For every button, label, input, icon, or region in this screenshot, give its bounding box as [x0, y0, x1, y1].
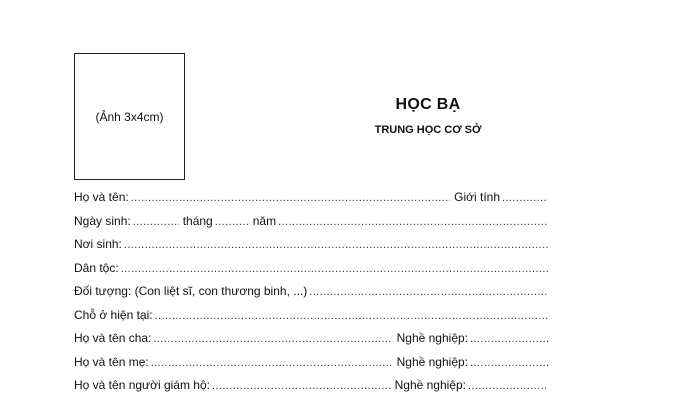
birthplace-field[interactable]	[124, 239, 548, 251]
month-label: tháng	[182, 213, 213, 228]
photo-placeholder	[74, 53, 185, 180]
mother-occupation-field[interactable]	[470, 357, 548, 369]
father-label: Họ và tên cha:	[74, 331, 152, 345]
row-category	[74, 284, 548, 308]
document-title: HỌC BẠ	[395, 96, 461, 113]
guardian-occupation-field[interactable]	[468, 380, 548, 392]
dob-label: Ngày sinh:	[74, 213, 131, 228]
student-info-form	[74, 190, 548, 402]
residence-field[interactable]	[155, 310, 548, 322]
ethnicity-label: Dân tộc:	[74, 260, 119, 275]
mother-label: Họ và tên mẹ:	[74, 354, 149, 369]
birthplace-label: Nơi sinh:	[74, 237, 122, 251]
guardian-occupation-label: Nghề nghiệp:	[394, 378, 466, 392]
row-dob	[74, 214, 548, 238]
mother-name-field[interactable]	[151, 357, 393, 369]
row-guardian	[74, 378, 548, 402]
guardian-name-field[interactable]	[212, 380, 391, 392]
row-full-name	[74, 190, 548, 214]
mother-occupation-label: Nghề nghiệp:	[396, 354, 468, 369]
year-label: năm	[252, 213, 277, 228]
dob-month-field[interactable]	[215, 216, 249, 228]
dob-day-field[interactable]	[133, 216, 179, 228]
row-father	[74, 331, 548, 355]
row-ethnicity	[74, 261, 548, 285]
father-occupation-label: Nghề nghiệp:	[396, 331, 468, 345]
row-mother	[74, 355, 548, 379]
ethnicity-field[interactable]	[121, 263, 548, 275]
document-subtitle: TRUNG HỌC CƠ SỞ	[374, 124, 482, 136]
full-name-label: Họ và tên:	[74, 190, 129, 204]
category-field[interactable]	[309, 286, 548, 298]
guardian-label: Họ và tên người giám hộ:	[74, 378, 210, 392]
category-label: Đối tượng: (Con liệt sĩ, con thương binh, ...)	[74, 284, 308, 298]
father-name-field[interactable]	[153, 333, 392, 345]
residence-label: Chỗ ở hiện tại:	[74, 307, 153, 322]
photo-label: (Ảnh 3x4cm)	[95, 109, 164, 124]
row-birthplace	[74, 237, 548, 261]
full-name-field[interactable]	[131, 192, 450, 204]
dob-year-field[interactable]	[278, 216, 548, 228]
gender-field[interactable]	[502, 192, 548, 204]
father-occupation-field[interactable]	[470, 333, 548, 345]
gender-label: Giới tính	[454, 190, 500, 204]
row-residence	[74, 308, 548, 332]
